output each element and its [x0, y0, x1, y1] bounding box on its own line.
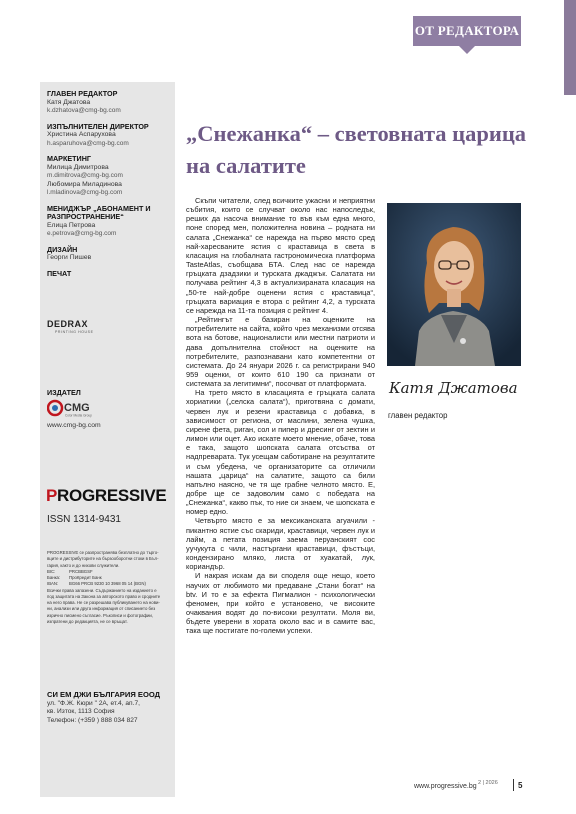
issn: ISSN 1314-9431	[47, 514, 121, 525]
editor-signature	[387, 373, 527, 403]
publisher-logo-sub: Color Media Group	[65, 413, 92, 418]
bank-value: PRCBBGSF	[69, 568, 93, 574]
article-paragraph: Четвърто място е за мексиканската агуачили - пикантно ястие със скариди, краставици, червен лук и лайм, а петата позиция заема перуанският сос уучукута с чили, настъргани краставици, фъстъци, кондензирано мляко, листа от хуакатай, лук, кориандър.	[186, 516, 375, 572]
legal-line: изпратени до редакцията, не се връщат.	[47, 618, 128, 624]
legal-line: Всички права запазени. Съдържанието на изданието е	[47, 587, 157, 593]
article-paragraph: И накрая искам да ви споделя още нещо, което научих от любимото ми предаване „Стани богат“ на btv. И то е за ефекта Пигмалион - психологически феномен, при който е установено, че високите очаквания водят до по-високи резултати. Моля ви, бъдете уверени в хората около вас и в самите вас, така ще постигате по-големи успехи.	[186, 571, 375, 636]
masthead-role: ДИЗАЙН	[47, 244, 78, 254]
masthead-name: Елица Петрова	[47, 221, 96, 229]
article-body	[186, 196, 375, 636]
masthead-list	[47, 90, 171, 278]
masthead-role: МАРКЕТИНГ	[47, 154, 91, 163]
page-edge-bar	[564, 0, 576, 95]
printer-logo	[47, 318, 107, 334]
publisher-label: ИЗДАТЕЛ	[47, 388, 81, 397]
masthead-role: ПЕЧАТ	[47, 268, 72, 278]
article-paragraph: На трето място в класацията е гръцката салата хориатики („селска салата“), приготвяна с домати, червен лук и резени краставица с добавка, в зависимост от региона, от маслини, зелена чушка, сирене фета, риган, сол и пипер и дресинг от зехтин и лимон или оцет. Ако искате моето мнение, обаче, това е така, защото шопската салата отсъства от надпреварата. Тук усещам саботиране на резултатите и съм убедена, че организаторите са отличили нашата „царица“ на салатите, защото са били напълно наясно, че тя ще грабне челното място. Е, добре ще се задоволим само с победата на „Снежанка“, какво пък, то ние си знаем, че шопската е номер едно.	[186, 388, 375, 517]
masthead-email[interactable]: k.dzhatova@cmg-bg.com	[47, 107, 121, 115]
masthead-name: Катя Джатова	[47, 98, 91, 106]
masthead-role: ИЗПЪЛНИТЕЛЕН ДИРЕКТОР	[47, 121, 149, 131]
publisher-logo-text: CMG	[64, 402, 90, 414]
bank-label: BIC:	[47, 568, 56, 574]
publisher-url[interactable]: www.cmg-bg.com	[47, 422, 101, 429]
masthead-name: Милица Димитрова	[47, 163, 109, 171]
distribution-note	[47, 550, 171, 569]
article-paragraph: Скъпи читатели, след всичките ужасни и неприятни събития, които се случват около нас напоследък, реших да насоча внимание то във към една много, поне според мен, положителна новина – родната ни салата „Снежанка“ се нарежда на първо място сред най-харесваните ястия с краставица в света в класация на глобалната гастрономическа платформа TasteAtlas, съобщава БТА. След нас се нарежда гръцката дзадзики и турската джаджък. Салатата ни получава рейтинг 4,3 в актуализираната класация на „50-те най-добре оценени ястия с краставица“, гръцката вариация е втора с рейтинг 4,2, а турската се нарежда на 11-та позиция с рейтинг 4.	[186, 196, 375, 315]
company-address-line: кв. Изток, 1113 София	[47, 708, 115, 716]
legal-line: под защитата на Закона за авторското право и сродните	[47, 593, 161, 599]
bank-details	[47, 569, 171, 588]
bank-value: ПроКредит Банк	[69, 575, 102, 580]
footer-issue: 2 | 2026	[478, 780, 498, 786]
masthead-email[interactable]: m.dimitrova@cmg-bg.com	[47, 172, 123, 180]
copyright-note	[47, 588, 171, 626]
masthead-name: Георги Пишев	[47, 254, 92, 261]
masthead-name: Христина Аспарухова	[47, 131, 116, 138]
company-address	[47, 700, 171, 725]
cmg-dot-icon	[52, 405, 58, 411]
masthead-email[interactable]: e.petrova@cmg-bg.com	[47, 230, 117, 238]
masthead-email[interactable]: h.asparuhova@cmg-bg.com	[47, 139, 129, 147]
magazine-logo	[46, 486, 166, 506]
article-paragraph: „Рейтингът е базиран на оценките на потребителите на сайта, който чрез механизми отсява вота на ботове, националисти или местни патриоти и дава допълнителна стойност на оценките на потребителите, разпознавани като компетентни от системата. До 24 януари 2026 г. са регистрирани 940 959 оценки, от които 610 190 са признати от системата за легитимни“, посочват от платформата.	[186, 315, 375, 389]
legal-line: ни, анализи или друга информация от списанието без	[47, 606, 156, 612]
masthead-sidebar	[40, 82, 175, 797]
footer-divider	[513, 779, 514, 791]
editor-photo	[387, 203, 521, 366]
section-tab: ОТ РЕДАКТОРА	[413, 16, 521, 46]
company-address-line: ул. "Ф.Ж. Кюри " 2А, ет.4, ап.7,	[47, 700, 140, 707]
bank-label: Банка:	[47, 575, 61, 580]
legal-line: на него права. Не се разрешава публикуването на нови-	[47, 600, 160, 605]
legal-line: гария, както и до нихови служители.	[47, 562, 120, 568]
printer-logo-text: DEDRAX	[47, 319, 89, 329]
article-headline: „Снежанка“ – световната царица на салатите	[186, 121, 527, 178]
page-number: 5	[518, 781, 523, 790]
photo-caption: главен редактор	[388, 411, 448, 420]
magazine-logo-text: ROGRESSIVE	[57, 486, 167, 505]
bank-label: IBAN:	[47, 581, 59, 587]
bank-value: BG66 PRCB 9230 10 3968 05 14 (BGN)	[69, 581, 146, 587]
company-block	[47, 690, 171, 725]
legal-line: PROGRESSIVE се разпространява безплатно до търго-	[47, 550, 159, 555]
masthead-name: Любомира Миладинова	[47, 180, 122, 188]
footer-url[interactable]: www.progressive.bg	[414, 783, 477, 790]
magazine-logo-mark: P	[46, 486, 58, 505]
legal-line: изрично писмено съгласие. Ръкописи и фотографии,	[47, 612, 154, 618]
company-address-line: Телефон: (+359 ) 888 034 827	[47, 716, 138, 724]
printer-logo-sub: PRINTING HOUSE	[55, 330, 94, 334]
legal-notice	[47, 550, 171, 625]
masthead-role: МЕНИДЖЪР „АБОНАМЕНТ И РАЗПРОСТРАНЕНИЕ“	[47, 203, 151, 221]
masthead-email[interactable]: l.mladinova@cmg-bg.com	[47, 189, 123, 197]
company-name: СИ ЕМ ДЖИ БЪЛГАРИЯ ЕООД	[47, 690, 161, 699]
masthead-role: ГЛАВЕН РЕДАКТОР	[47, 89, 118, 98]
legal-line: вците и дистрибуторите на бързооборотни стоки в Бъл-	[47, 556, 159, 562]
publisher-logo	[47, 398, 109, 418]
signature-text: Катя Джатова	[389, 379, 518, 397]
